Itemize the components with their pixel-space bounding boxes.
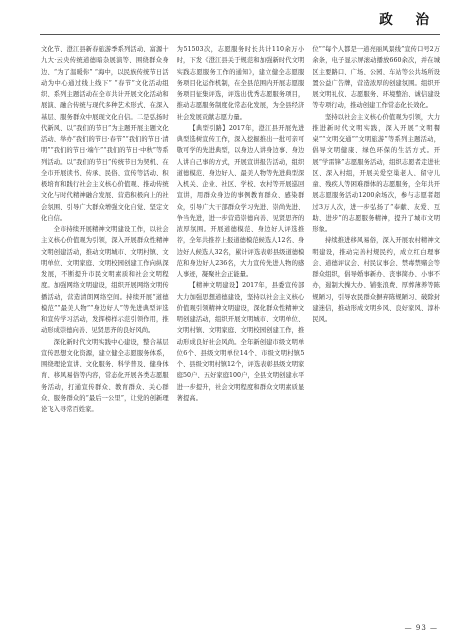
paragraph: 全市持续开展精神文明建设工作，以社会主义核心价值观为引领，深入开展群众性精神文明创建活动，推动文明城市、文明村镇、文明单位、文明家庭、文明校园创建工作向纵深发展，不断提升市民文明素质和社会文明程度。加强网络文明建设，组织开展网络文明传播活动，营造清朗网络空间。持续开展“道德模范”“最美人物”“身边好人”等先进典型评选和宣传学习活动，发挥榜样示范引领作用，推动形成崇德向善、见贤思齐的良好风尚。: [41, 226, 169, 335]
paragraph: 深化新时代文明实践中心建设，整合基层宣传思想文化资源，建立健全志愿服务体系，围绕理论宣讲、文化服务、科学普及、健身体育、移风易俗等内容，常态化开展各类志愿服务活动，打通宣传群众、教育群众、关心群众、服务群众的“最后一公里”，让党的创新理论飞入寻常百姓家。: [41, 338, 169, 413]
paragraph: 为51503次，志愿服务时长共计110余万小时，下发《澄江县关于规范和加强新时代文明实践志愿服务工作的通知》，建立健全志愿服务项目化运作机制，在全县范围内开展志愿服务项目征集评选，评选出优秀志愿服务项目，推动志愿服务制度化常态化发展，为全县经济社会发展贡献志愿力量。: [176, 46, 305, 121]
paragraph: 坚持以社会主义核心价值观为引领，大力推进新时代文明实践，深入开展“文明餐桌”“文明交通”“文明旅游”等系列主题活动，倡导文明健康、绿色环保的生活方式。开展“学雷锋”志愿服务活动，组织志愿者走进社区、深入村组，开展关爱空巢老人、留守儿童、残疾人等困难群体的志愿服务，全年共开展志愿服务活动1200余场次，参与志愿者超过3万人次，进一步弘扬了“奉献、友爱、互助、进步”的志愿服务精神，提升了城市文明形象。: [312, 113, 441, 233]
section-title: 政 治: [379, 12, 438, 28]
text-column-2: [177, 44, 305, 622]
page-number: — 93 —: [404, 624, 438, 632]
paragraph: 【精神文明建设】2017年，县委宣传部大力加强思想道德建设，坚持以社会主义核心价值观引领精神文明建设，深化群众性精神文明创建活动，组织开展文明城市、文明单位、文明村镇、文明家庭、文明校园创建工作，推动形成良好社会风尚。全年新创建市级文明单位6个、县级文明单位14个、市级文明村镇5个、县级文明村镇12个，评选表彰县级文明家庭50户、五好家庭100户，全县文明创建水平进一步提升，社会文明程度和群众文明素质显著提高。: [176, 282, 305, 402]
article-body: [41, 44, 440, 622]
paragraph: 位”“每个人都是一道亮丽风景线”宣传口号2万余条，电子显示屏滚动播放660余次，并在城区主要路口、广场、公园、车站等公共场所设置公益广告牌，营造浓厚的创建氛围。组织开展文明礼仪、志愿服务、环境整治、诚信建设等专项行动，推动创建工作常态化长效化。: [312, 46, 441, 110]
page-header: [379, 8, 438, 28]
paragraph: 持续推进移风易俗，深入开展农村精神文明建设，推动完善村规民约，成立红白理事会、道德评议会、村民议事会、禁毒禁赌会等群众组织，倡导婚事新办、丧事简办、小事不办，遏制大操大办、铺张浪费、厚葬薄养等陈规陋习，引导农民群众摒弃陈规陋习、破除封建迷信，推动形成文明乡风、良好家风、淳朴民风。: [312, 237, 441, 323]
header-rule: [40, 34, 440, 35]
paragraph: 文化节、澄江县新春旅游季系列活动、富源十九大·云央传统道德暗杂展演等、围绕群众身边、“为了温暖你” “海中，以民族传统节日活动为中心通过线上线下” “春节”文化活动组织、系列主题活动在全市共计开展文化活动和展演、融合传统与现代多种艺术形式、在深入基层、服务群众中展现文化自信。二是弘扬时代新风、以“我们的节日”为主题开展主题文化活动、举办“我们的节日·春节”“我们的节日·清明”“我们的节日·端午”“我们的节日·中秋”等系列活动。以“我们的节日”传统节日为契机、在全市开展读书、传承、民俗、宣传等活动、积极培育和践行社会主义核心价值观、推动传统文化与时代精神融合发展、营造积极向上的社会氛围、引导广大群众增强文化自觉、坚定文化自信。: [41, 46, 169, 222]
text-column-1: [41, 44, 169, 622]
text-column-3: [312, 44, 440, 622]
paragraph: 【典型引路】2017年，澄江县开展先进典型选树宣传工作，深入挖掘推出一批可亲可敬可学的先进典型，以身边人讲身边事、身边人讲自己事的方式，开展宣讲报告活动，组织道德模范、身边好人、最美人物等先进典型深入机关、企业、社区、学校、农村等开展巡回宣讲，用群众身边的事例教育群众、感染群众，引导广大干部群众学习先进、崇尚先进、争当先进，进一步营造崇德向善、见贤思齐的浓厚氛围。开展道德模范、身边好人评选推荐，全年共推荐上报道德模范候选人12名、身边好人候选人32名，累计评选表彰县级道德模范和身边好人236名，大力宣传先进人物的感人事迹，凝聚社会正能量。: [176, 124, 305, 278]
